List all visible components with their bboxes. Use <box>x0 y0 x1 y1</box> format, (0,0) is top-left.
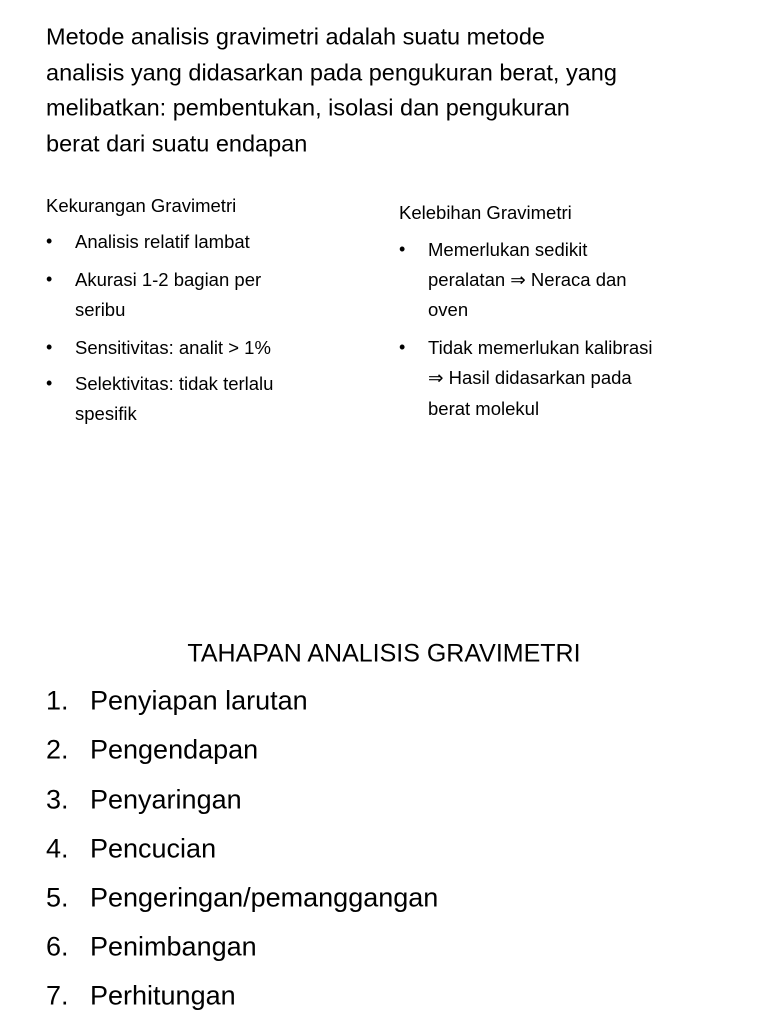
bullet-icon: • <box>399 239 406 259</box>
bullet-icon: • <box>399 337 406 357</box>
kekurangan-item: Analisis relatif lambat <box>75 230 250 252</box>
step-number: 2. <box>46 734 69 765</box>
step-number: 7. <box>46 980 69 1011</box>
kekurangan-item: Akurasi 1-2 bagian per <box>75 268 262 290</box>
bullet-icon: • <box>46 373 53 393</box>
kekurangan-item: seribu <box>75 298 126 320</box>
kelebihan-item: Tidak memerlukan kalibrasi <box>428 336 653 358</box>
bullet-icon: • <box>46 337 53 357</box>
step-number: 4. <box>46 833 69 864</box>
step-number: 5. <box>46 882 69 913</box>
step-label: Penyiapan larutan <box>90 685 308 716</box>
intro-line: berat dari suatu endapan <box>46 130 308 157</box>
kelebihan-heading: Kelebihan Gravimetri <box>399 201 572 223</box>
step-label: Pengeringan/pemanggangan <box>90 882 439 913</box>
step-label: Penyaringan <box>90 784 242 815</box>
step-number: 6. <box>46 931 69 962</box>
kelebihan-item: peralatan ⇒ Neraca dan <box>428 268 627 290</box>
step-label: Pencucian <box>90 833 217 864</box>
bullet-icon: • <box>46 269 53 289</box>
step-number: 3. <box>46 784 69 815</box>
step-number: 1. <box>46 685 69 716</box>
bullet-icon: • <box>46 231 53 251</box>
step-label: Pengendapan <box>90 734 259 765</box>
kekurangan-item: Sensitivitas: analit > 1% <box>75 336 271 358</box>
kelebihan-item: oven <box>428 298 469 320</box>
kekurangan-item: spesifik <box>75 402 137 424</box>
intro-line: analisis yang didasarkan pada pengukuran berat, yang <box>46 59 617 86</box>
tahapan-title: TAHAPAN ANALISIS GRAVIMETRI <box>187 639 581 668</box>
kekurangan-item: Selektivitas: tidak terlalu <box>75 372 274 394</box>
kekurangan-heading: Kekurangan Gravimetri <box>46 194 237 216</box>
kelebihan-item: ⇒ Hasil didasarkan pada <box>428 366 632 388</box>
kelebihan-item: berat molekul <box>428 397 540 419</box>
intro-line: melibatkan: pembentukan, isolasi dan pengukuran <box>46 94 570 121</box>
step-label: Penimbangan <box>90 931 257 962</box>
kelebihan-item: Memerlukan sedikit <box>428 238 588 260</box>
intro-line: Metode analisis gravimetri adalah suatu metode <box>46 23 545 50</box>
step-label: Perhitungan <box>90 980 236 1011</box>
